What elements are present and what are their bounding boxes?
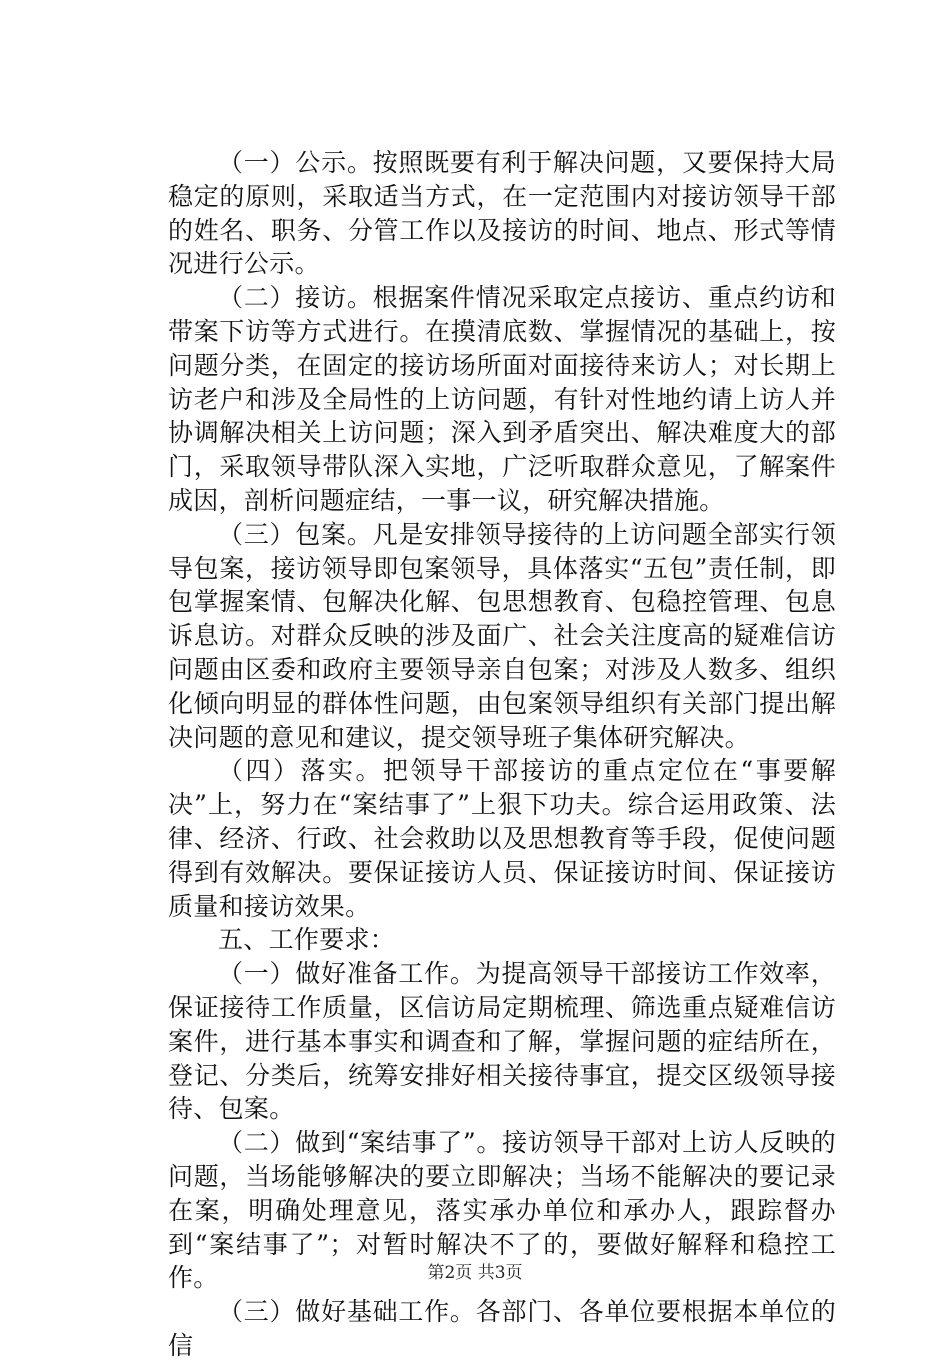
- paragraph-case-closure: （二）做到“案结事了”。接访领导干部对上访人反映的问题，当场能够解决的要立即解决；当场不能解决的要记录在案，明确处理意见，落实承办单位和承办人，跟踪督办到“案结事了”；对暂时解决不了的，要做好解释和稳控工作。: [168, 1128, 836, 1293]
- paragraph-foundation-work: （三）做好基础工作。各部门、各单位要根据本单位的信: [168, 1297, 836, 1360]
- paragraph-reception: （二）接访。根据案件情况采取定点接访、重点约访和带案下访等方式进行。在摸清底数、掌握情况的基础上，按问题分类，在固定的接访场所面对面接待来访人；对长期上访老户和涉及全局性的上访问题，有针对性地约请上访人并协调解决相关上访问题；深入到矛盾突出、解决难度大的部门，采取领导带队深入实地，广泛听取群众意见，了解案件成因，剖析问题症结，一事一议，研究解决措施。: [168, 283, 836, 515]
- page-number-footer: 第2页 共3页: [427, 1263, 523, 1283]
- paragraph-publicity: （一）公示。按照既要有利于解决问题，又要保持大局稳定的原则，采取适当方式，在一定范围内对接访领导干部的姓名、职务、分管工作以及接访的时间、地点、形式等情况进行公示。: [168, 148, 836, 279]
- paragraph-implementation: （四）落实。把领导干部接访的重点定位在“事要解决”上，努力在“案结事了”上狠下功夫。综合运用政策、法律、经济、行政、社会救助以及思想教育等手段，促使问题得到有效解决。要保证接访人员、保证接访时间、保证接访质量和接访效果。: [168, 756, 836, 921]
- paragraph-case-responsibility: （三）包案。凡是安排领导接待的上访问题全部实行领导包案，接访领导即包案领导，具体落实“五包”责任制，即包掌握案情、包解决化解、包思想教育、包稳控管理、包息诉息访。对群众反映的涉及面广、社会关注度高的疑难信访问题由区委和政府主要领导亲自包案；对涉及人数多、组织化倾向明显的群体性问题，由包案领导组织有关部门提出解决问题的意见和建议，提交领导班子集体研究解决。: [168, 519, 836, 752]
- document-body: [168, 146, 836, 1363]
- paragraph-preparation: （一）做好准备工作。为提高领导干部接访工作效率，保证接待工作质量，区信访局定期梳理、筛选重点疑难信访案件，进行基本事实和调查和了解，掌握问题的症结所在，登记、分类后，统筹安排好相关接待事宜，提交区级领导接待、包案。: [168, 959, 836, 1124]
- section-heading-work-requirements: 五、工作要求：: [218, 925, 396, 955]
